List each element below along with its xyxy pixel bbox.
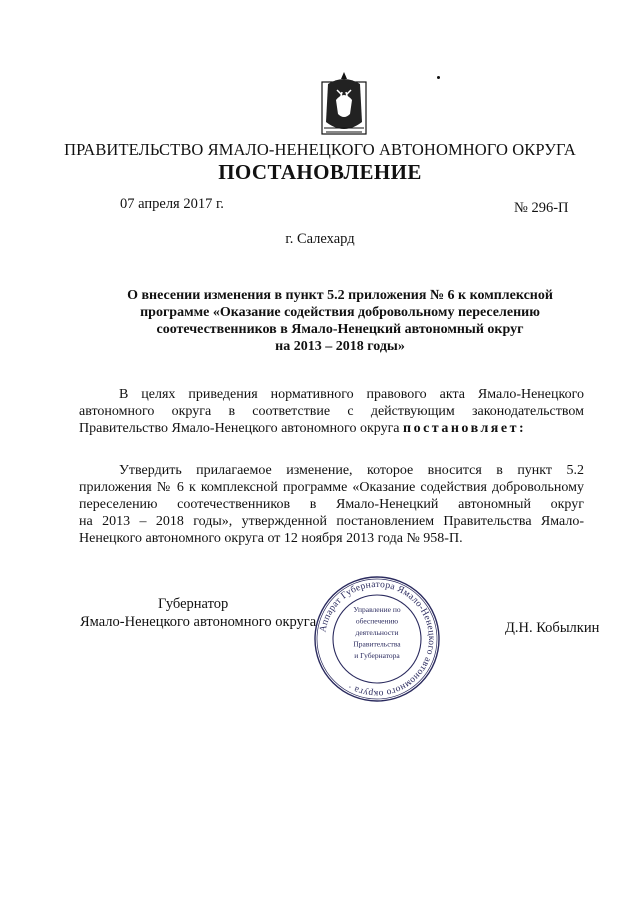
preamble-paragraph bbox=[79, 386, 584, 437]
authority-heading: ПРАВИТЕЛЬСТВО ЯМАЛО-НЕНЕЦКОГО АВТОНОМНОГО ОКРУГА bbox=[64, 140, 576, 159]
signatory-title: Губернатор bbox=[158, 596, 229, 612]
decision-word: постановляет: bbox=[403, 421, 527, 436]
paragraph-line: переселению соотечественников в Ямало-Ненецкий автономный округ bbox=[79, 497, 584, 512]
speck-mark bbox=[437, 76, 440, 79]
document-date: 07 апреля 2017 г. bbox=[120, 196, 224, 212]
stamp-inner-line: обеспечению bbox=[355, 616, 399, 626]
coat-of-arms-emblem bbox=[318, 70, 370, 140]
document-title bbox=[100, 287, 580, 355]
signatory-organization: Ямало-Ненецкого автономного округа bbox=[80, 614, 317, 630]
paragraph-line: Утвердить прилагаемое изменение, которое вносится в пункт 5.2 bbox=[119, 463, 584, 478]
paragraph-line: Правительство Ямало-Ненецкого автономного округа постановляет: bbox=[79, 421, 527, 436]
title-line: О внесении изменения в пункт 5.2 приложения № 6 к комплексной bbox=[127, 288, 553, 303]
stamp-inner-line: деятельности bbox=[355, 628, 399, 637]
stamp-inner-line: и Губернатора bbox=[354, 651, 400, 660]
paragraph-line: на 2013 – 2018 годы», утвержденной постановлением Правительства Ямало- bbox=[79, 514, 584, 529]
paragraph-line: приложения № 6 к комплексной программе «Оказание содействия добровольному bbox=[79, 480, 584, 495]
paragraph-line: В целях приведения нормативного правового акта Ямало-Ненецкого bbox=[119, 387, 584, 402]
decision-paragraph bbox=[79, 462, 584, 547]
stamp-inner-line: Управление по bbox=[353, 605, 401, 614]
title-line: на 2013 – 2018 годы» bbox=[275, 339, 405, 354]
paragraph-line: автономного округа в соответствие с действующим законодательством bbox=[79, 404, 584, 419]
svg-text:Аппарат Губернатора Ямало-Нене: Аппарат Губернатора Ямало-Ненецкого автономного округа · bbox=[318, 579, 437, 699]
paragraph-line: Ненецкого автономного округа от 12 ноября 2013 года № 958-П. bbox=[79, 531, 463, 546]
signatory-name: Д.Н. Кобылкин bbox=[505, 620, 600, 636]
document-number: № 296-П bbox=[514, 200, 569, 216]
title-line: программе «Оказание содействия добровольному переселению bbox=[140, 305, 540, 320]
document-type: ПОСТАНОВЛЕНИЕ bbox=[218, 160, 422, 184]
title-line: соотечественников в Ямало-Ненецкий автономный округ bbox=[156, 322, 524, 337]
document-city: г. Салехард bbox=[285, 231, 355, 247]
stamp-inner-line: Правительства bbox=[353, 639, 401, 649]
official-stamp bbox=[312, 574, 442, 704]
